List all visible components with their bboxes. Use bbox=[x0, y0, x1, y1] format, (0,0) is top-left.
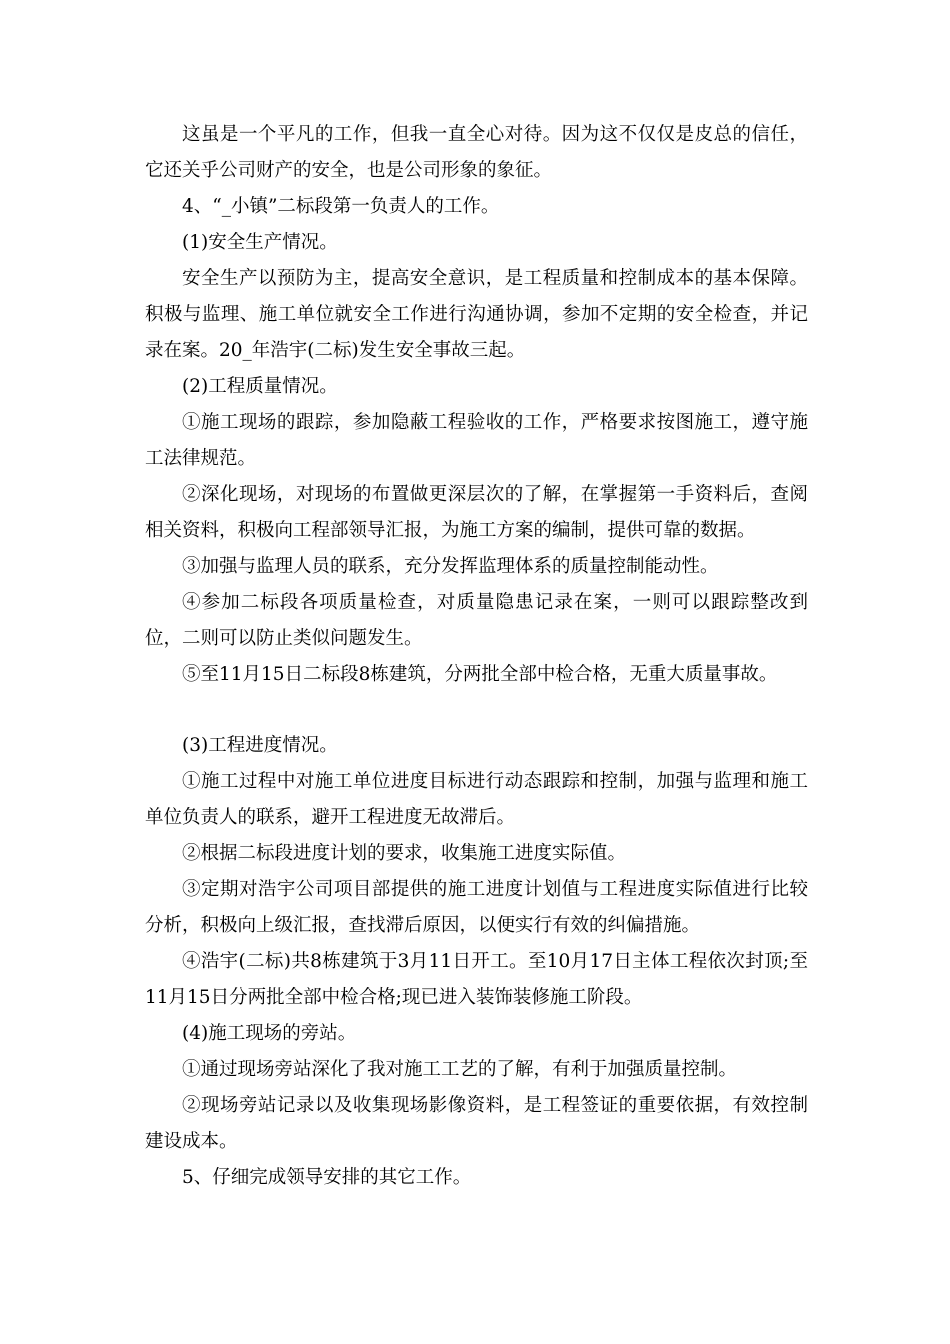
quality-item-5: ⑤至11月15日二标段8栋建筑，分两批全部中检合格，无重大质量事故。 bbox=[182, 664, 778, 685]
subheading-quality: (2)工程质量情况。 bbox=[182, 376, 338, 397]
subheading-safety: (1)安全生产情况。 bbox=[182, 232, 338, 253]
paragraph-safety: 安全生产以预防为主，提高安全意识，是工程质量和控制成本的基本保障。积极与监理、施工单位就安全工作进行沟通协调，参加不定期的安全检查，并记录在案。20_年浩宇(二标)发生安全事故三起。 bbox=[145, 268, 808, 361]
quality-item-4: ④参加二标段各项质量检查，对质量隐患记录在案，一则可以跟踪整改到位，二则可以防止类似问题发生。 bbox=[145, 592, 808, 649]
paragraph-intro: 这虽是一个平凡的工作，但我一直全心对待。因为这不仅仅是皮总的信任，它还关乎公司财产的安全，也是公司形象的象征。 bbox=[145, 124, 808, 181]
progress-item-2: ②根据二标段进度计划的要求，收集施工进度实际值。 bbox=[182, 843, 627, 864]
progress-item-1: ①施工过程中对施工单位进度目标进行动态跟踪和控制，加强与监理和施工单位负责人的联系，避开工程进度无故滞后。 bbox=[145, 771, 808, 828]
subheading-progress: (3)工程进度情况。 bbox=[182, 735, 338, 756]
quality-item-3: ③加强与监理人员的联系，充分发挥监理体系的质量控制能动性。 bbox=[182, 556, 719, 577]
quality-item-2: ②深化现场，对现场的布置做更深层次的了解，在掌握第一手资料后，查阅相关资料，积极向工程部领导汇报，为施工方案的编制，提供可靠的数据。 bbox=[145, 484, 808, 541]
subheading-site-supervision: (4)施工现场的旁站。 bbox=[182, 1023, 357, 1044]
supervision-item-1: ①通过现场旁站深化了我对施工工艺的了解，有利于加强质量控制。 bbox=[182, 1059, 738, 1080]
quality-item-1: ①施工现场的跟踪，参加隐蔽工程验收的工作，严格要求按图施工，遵守施工法律规范。 bbox=[145, 412, 808, 469]
section-heading-5: 5、仔细完成领导安排的其它工作。 bbox=[182, 1167, 472, 1188]
paragraph-gap bbox=[145, 693, 808, 728]
progress-item-4: ④浩宇(二标)共8栋建筑于3月11日开工。至10月17日主体工程依次封顶;至11月15日分两批全部中检合格;现已进入装饰装修施工阶段。 bbox=[145, 951, 808, 1008]
progress-item-3: ③定期对浩宇公司项目部提供的施工进度计划值与工程进度实际值进行比较分析，积极向上级汇报，查找滞后原因，以便实行有效的纠偏措施。 bbox=[145, 879, 808, 936]
section-heading-4: 4、“_小镇”二标段第一负责人的工作。 bbox=[182, 196, 500, 217]
supervision-item-2: ②现场旁站记录以及收集现场影像资料，是工程签证的重要依据，有效控制建设成本。 bbox=[145, 1095, 808, 1152]
document-body bbox=[145, 117, 808, 1196]
